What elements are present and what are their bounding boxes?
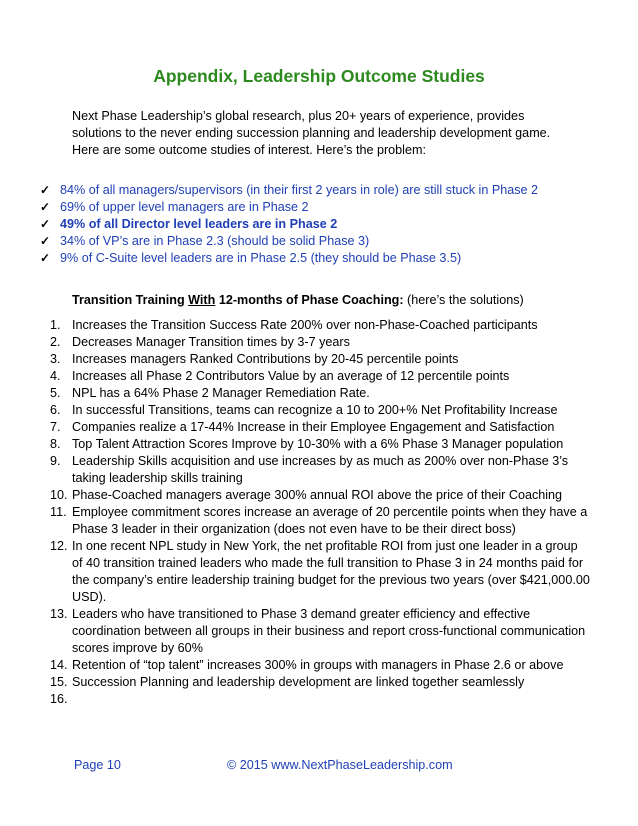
problem-text: 84% of all managers/supervisors (in their first 2 years in role) are still stuck in Phase 2 (60, 183, 539, 197)
checkmark-icon: ✓ (40, 200, 51, 214)
item-number: 12. (50, 539, 68, 553)
list-item (50, 317, 590, 334)
problem-text: 9% of C-Suite level leaders are in Phase 2.5 (they should be Phase 3.5) (60, 251, 462, 265)
item-text: Leadership Skills acquisition and use increases by as much as 200% over non-Phase 3’s taking leadership skills training (72, 454, 569, 485)
item-text: Decreases Manager Transition times by 3-7 years (72, 335, 350, 349)
item-number: 10. (50, 488, 68, 502)
intro-paragraph: Next Phase Leadership’s global research, plus 20+ years of experience, provides solutions to the never ending succession planning and leadership development game. Here are some outcome studies of interest. Here’s the problem: (72, 109, 551, 157)
problem-item (40, 250, 600, 267)
item-number: 11. (50, 505, 67, 519)
problem-text: 34% of VP’s are in Phase 2.3 (should be solid Phase 3) (60, 234, 370, 248)
item-number: 8. (50, 437, 61, 451)
item-number: 6. (50, 403, 61, 417)
page-footer (0, 758, 638, 776)
list-item (50, 368, 590, 385)
solutions-list (50, 317, 590, 706)
item-number: 1. (50, 318, 61, 332)
item-text: Leaders who have transitioned to Phase 3 demand greater efficiency and effective coordination between all groups in their business and report cross-functional communication scores improve by 60% (72, 607, 586, 655)
copyright-link[interactable]: © 2015 www.NextPhaseLeadership.com (227, 758, 453, 772)
section-heading-note: (here’s the solutions) (403, 293, 524, 307)
problem-item (40, 233, 600, 250)
problem-text: 69% of upper level managers are in Phase 2 (60, 200, 309, 214)
checkmark-icon: ✓ (40, 183, 51, 197)
item-text: In successful Transitions, teams can recognize a 10 to 200+% Net Profitability Increase (72, 403, 558, 417)
item-number: 4. (50, 369, 61, 383)
list-item (50, 419, 590, 436)
page-title: Appendix, Leadership Outcome Studies (153, 66, 485, 86)
checkmark-icon: ✓ (40, 217, 51, 231)
problem-text: 49% of all Director level leaders are in Phase 2 (60, 217, 338, 231)
item-text: Employee commitment scores increase an average of 20 percentile points when they have a Phase 3 leader in their organization (does not even have to be their direct boss) (72, 505, 588, 536)
list-item (50, 674, 590, 691)
item-text: Increases the Transition Success Rate 200% over non-Phase-Coached participants (72, 318, 538, 332)
list-item (50, 538, 590, 606)
item-number: 5. (50, 386, 61, 400)
section-heading-with: With (188, 293, 216, 307)
checkmark-icon: ✓ (40, 234, 51, 248)
problem-item (40, 199, 600, 216)
list-item (50, 453, 590, 487)
item-text: Top Talent Attraction Scores Improve by 10-30% with a 6% Phase 3 Manager population (72, 437, 564, 451)
list-item (50, 436, 590, 453)
problem-item (40, 182, 600, 199)
list-item (50, 402, 590, 419)
list-item (50, 351, 590, 368)
list-item (50, 334, 590, 351)
item-text: Companies realize a 17-44% Increase in their Employee Engagement and Satisfaction (72, 420, 555, 434)
list-item (50, 657, 590, 674)
item-number: 15. (50, 675, 68, 689)
problem-list (40, 182, 600, 267)
item-text: NPL has a 64% Phase 2 Manager Remediation Rate. (72, 386, 370, 400)
list-item (50, 487, 590, 504)
item-text: Retention of “top talent” increases 300% in groups with managers in Phase 2.6 or above (72, 658, 564, 672)
item-number: 14. (50, 658, 68, 672)
checkmark-icon: ✓ (40, 251, 51, 265)
item-number: 7. (50, 420, 61, 434)
page-number: Page 10 (74, 758, 121, 772)
item-text: In one recent NPL study in New York, the net profitable ROI from just one leader in a group of 40 transition trained leaders who made the full transition to Phase 3 in 24 months paid for the company’s entire leadership training budget for the previous two years (over $421,000.00 USD). (72, 539, 590, 604)
item-text: Succession Planning and leadership development are linked together seamlessly (72, 675, 525, 689)
list-item (50, 504, 590, 538)
section-heading-part3: 12-months of Phase Coaching: (215, 293, 404, 307)
item-number: 13. (50, 607, 68, 621)
item-text: Phase-Coached managers average 300% annual ROI above the price of their Coaching (72, 488, 563, 502)
item-text: Increases managers Ranked Contributions by 20-45 percentile points (72, 352, 459, 366)
section-heading-part1: Transition Training (72, 293, 189, 307)
list-item (50, 606, 590, 657)
problem-item (40, 216, 600, 233)
item-number: 2. (50, 335, 61, 349)
list-item (50, 385, 590, 402)
item-number: 3. (50, 352, 61, 366)
item-number: 9. (50, 454, 61, 468)
section-heading (72, 292, 612, 309)
item-number: 16. (50, 692, 68, 706)
item-text: Increases all Phase 2 Contributors Value by an average of 12 percentile points (72, 369, 510, 383)
